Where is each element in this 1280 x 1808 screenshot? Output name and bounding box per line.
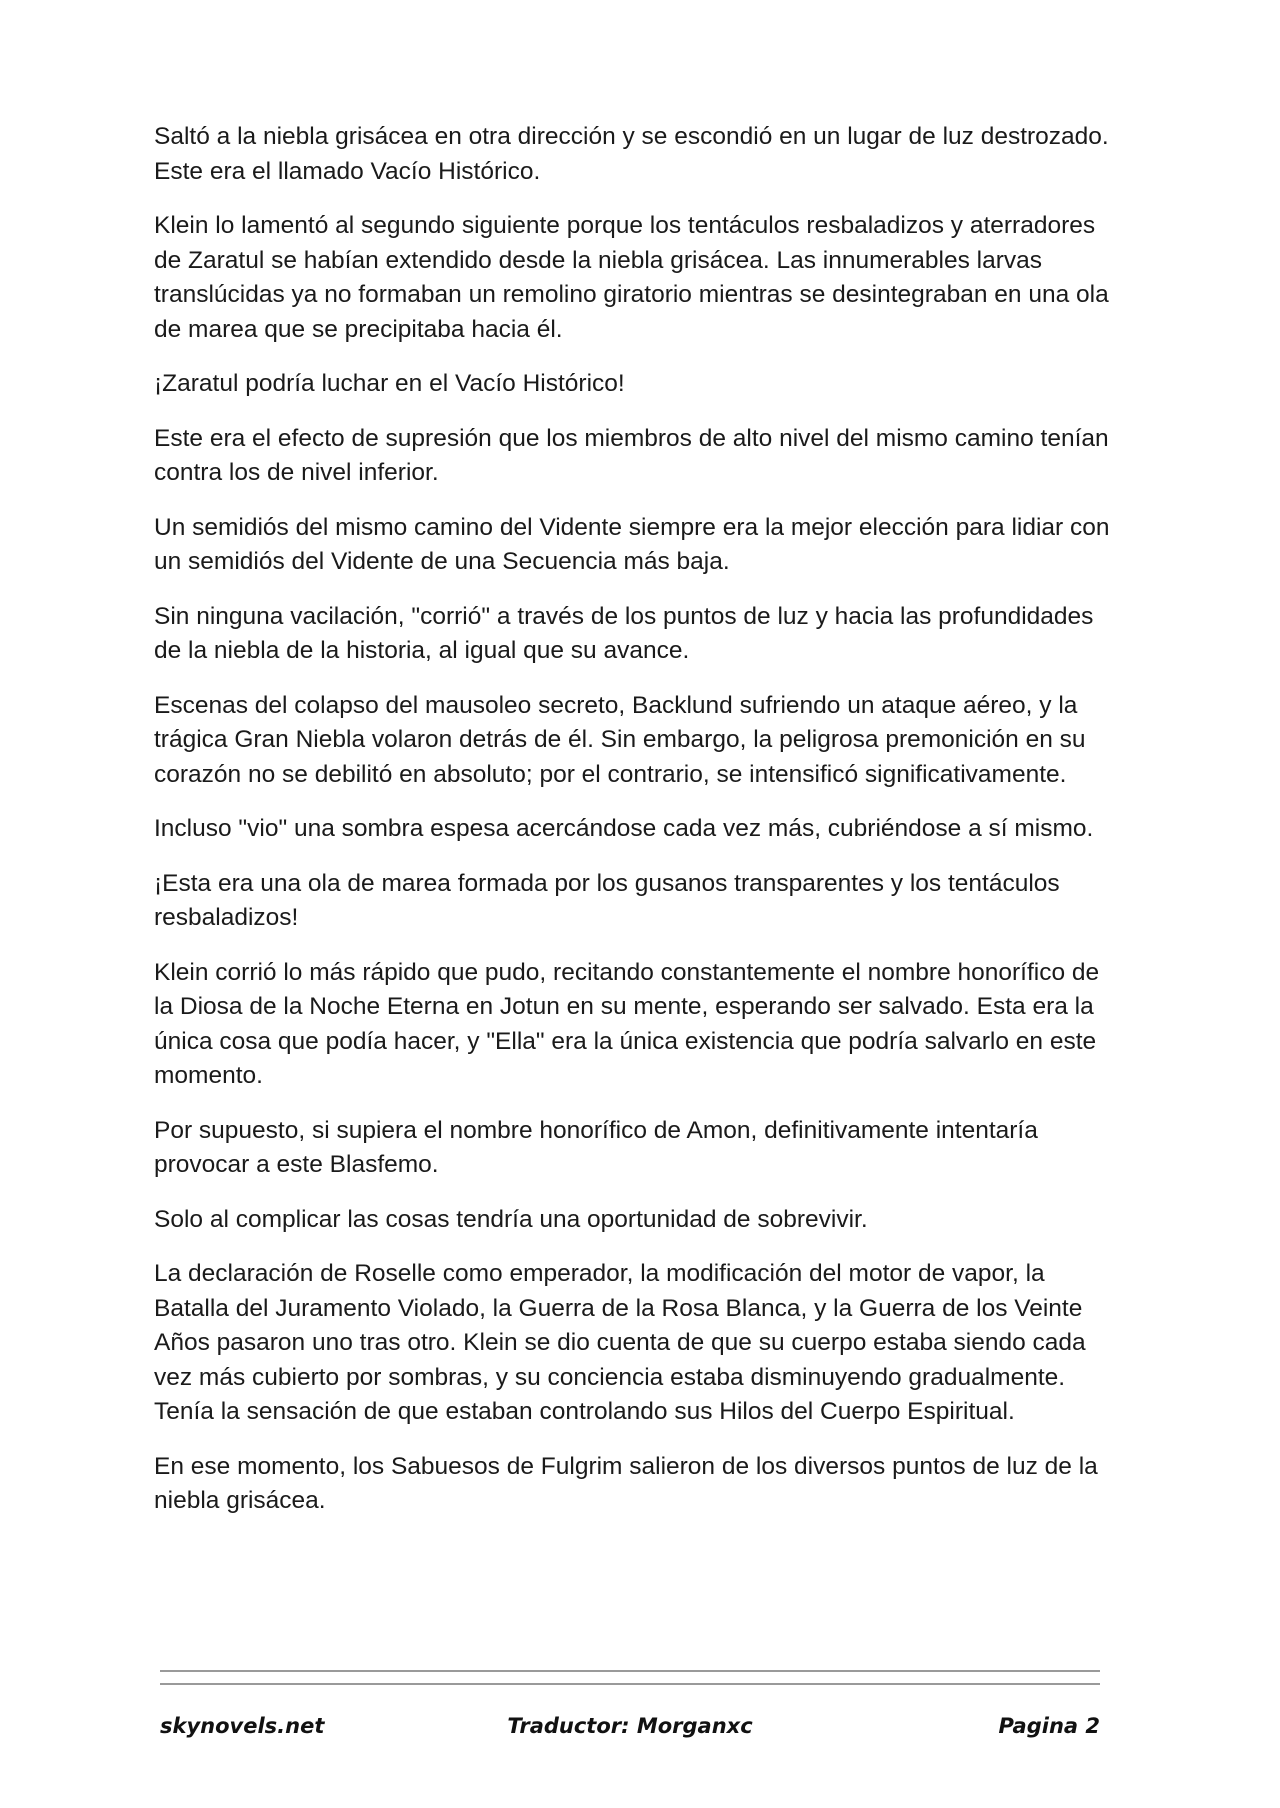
paragraph: En ese momento, los Sabuesos de Fulgrim salieron de los diversos puntos de luz de la niebla grisácea.	[154, 1452, 1098, 1514]
paragraph: Un semidiós del mismo camino del Vidente siempre era la mejor elección para lidiar con un semidiós del Vidente de una Secuencia más baja.	[154, 513, 1110, 575]
page-footer	[160, 1714, 1100, 1744]
paragraph: Saltó a la niebla grisácea en otra dirección y se escondió en un lugar de luz destrozado. Este era el llamado Vacío Histórico.	[154, 123, 1109, 185]
paragraph: Solo al complicar las cosas tendría una oportunidad de sobrevivir.	[154, 1205, 868, 1233]
footer-translator: Traductor: Morganxc	[507, 1714, 753, 1738]
paragraph: Klein corrió lo más rápido que pudo, recitando constantemente el nombre honorífico de la Diosa de la Noche Eterna en Jotun en su mente, esperando ser salvado. Esta era la única cosa que podía hacer, y "Ella" era la única existencia que podría salvarlo en este momento.	[154, 958, 1100, 1089]
footer-site: skynovels.net	[160, 1714, 325, 1738]
footer-page-number: Pagina 2	[998, 1714, 1100, 1738]
paragraph: ¡Zaratul podría luchar en el Vacío Histórico!	[154, 370, 625, 397]
paragraph: Por supuesto, si supiera el nombre honorífico de Amon, definitivamente intentaría provocar a este Blasfemo.	[154, 1116, 1038, 1178]
paragraph: Sin ninguna vacilación, "corrió" a través de los puntos de luz y hacia las profundidades de la niebla de la historia, al igual que su avance.	[154, 602, 1094, 664]
paragraph: ¡Esta era una ola de marea formada por los gusanos transparentes y los tentáculos resbaladizos!	[154, 869, 1060, 931]
footer-rule-top	[160, 1670, 1100, 1672]
paragraph: La declaración de Roselle como emperador, la modificación del motor de vapor, la Batalla del Juramento Violado, la Guerra de la Rosa Blanca, y la Guerra de los Veinte Años pasaron uno tras otro. Klein se dio cuenta de que su cuerpo estaba siendo cada vez más cubierto por sombras, y su conciencia estaba disminuyendo gradualmente. Tenía la sensación de que estaban controlando sus Hilos del Cuerpo Espiritual.	[154, 1260, 1086, 1425]
paragraph: Incluso "vio" una sombra espesa acercándose cada vez más, cubriéndose a sí mismo.	[154, 815, 1094, 842]
paragraph: Klein lo lamentó al segundo siguiente porque los tentáculos resbaladizos y aterradores de Zaratul se habían extendido desde la niebla grisácea. Las innumerables larvas translúcidas ya no formaban un remolino giratorio mientras se desintegraban en una ola de marea que se precipitaba hacia él.	[154, 212, 1109, 343]
footer-rule-bottom	[160, 1683, 1100, 1685]
paragraph: Este era el efecto de supresión que los miembros de alto nivel del mismo camino tenían contra los de nivel inferior.	[154, 424, 1109, 486]
paragraph: Escenas del colapso del mausoleo secreto, Backlund sufriendo un ataque aéreo, y la trágica Gran Niebla volaron detrás de él. Sin embargo, la peligrosa premonición en su corazón no se debilitó en absoluto; por el contrario, se intensificó significativamente.	[154, 691, 1086, 788]
body-text	[154, 120, 1114, 1539]
footer-divider	[160, 1670, 1100, 1696]
